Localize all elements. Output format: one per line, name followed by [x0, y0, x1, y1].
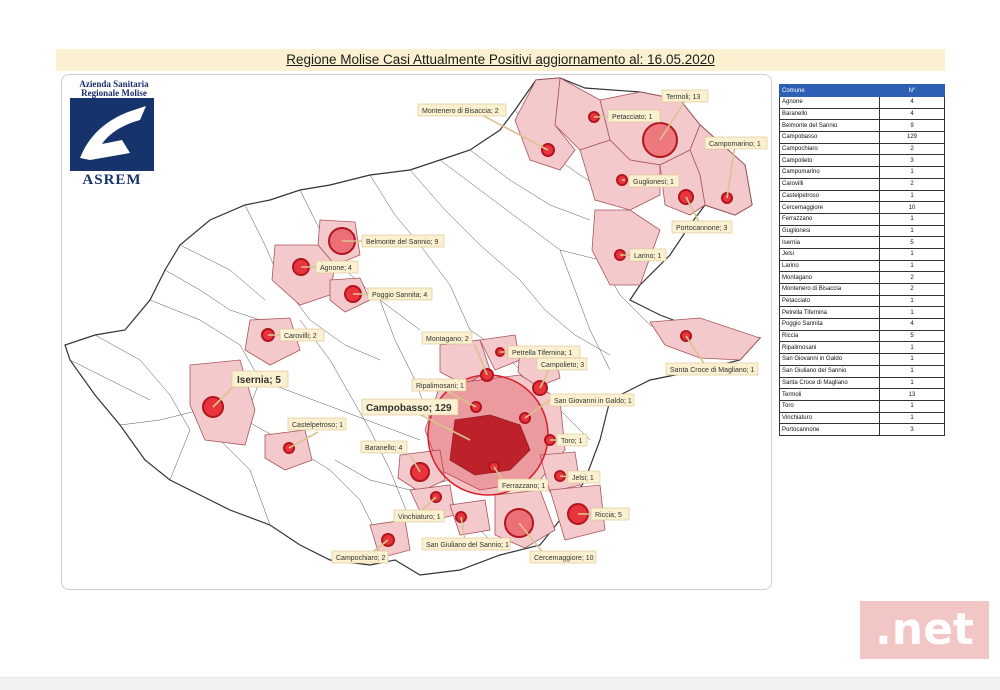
label-campomarino: Campomarino; 1: [709, 141, 761, 148]
cell-n: 13: [880, 389, 945, 401]
cell-comune: Cercemaggiore: [780, 202, 880, 214]
table-row: [780, 248, 945, 260]
table-row: [780, 377, 945, 389]
table-row: [780, 108, 945, 120]
cell-n: 129: [880, 132, 945, 144]
label-poggio: Poggio Sannita; 4: [372, 292, 428, 299]
label-sangiovanni: San Giovanni in Galdo; 1: [554, 398, 632, 405]
label-sangiuliano: San Giuliano del Sannio; 1: [426, 542, 509, 549]
page-bottom-edge: [0, 677, 1000, 690]
label-castelpetroso: Castelpetroso; 1: [292, 422, 343, 429]
col-header-n: N°: [880, 85, 945, 97]
table-row: [780, 167, 945, 179]
marker-campobasso-halo: [428, 375, 548, 495]
label-vinchiaturo: Vinchiaturo; 1: [398, 514, 441, 521]
table-row: [780, 424, 945, 436]
cell-n: 1: [880, 400, 945, 412]
label-baranello: Baranello; 4: [365, 445, 403, 452]
logo-org-line1: Azienda Sanitaria: [79, 79, 149, 89]
label-riccia: Riccia; 5: [595, 512, 622, 519]
cell-comune: Castelpetroso: [780, 190, 880, 202]
cell-n: 5: [880, 330, 945, 342]
cell-n: 9: [880, 120, 945, 132]
cell-comune: Baranello: [780, 108, 880, 120]
cell-comune: Termoli: [780, 389, 880, 401]
cell-comune: Larino: [780, 260, 880, 272]
cell-comune: Poggio Sannita: [780, 319, 880, 331]
cell-comune: Vinchiaturo: [780, 412, 880, 424]
cell-n: 1: [880, 342, 945, 354]
cell-comune: Campochiaro: [780, 143, 880, 155]
label-petacciato: Petacciato; 1: [612, 114, 653, 121]
label-jelsi: Jelsi; 1: [572, 475, 594, 482]
label-guglionesi: Guglionesi; 1: [633, 179, 674, 186]
cell-n: 1: [880, 354, 945, 366]
label-carovilli: Carovilli; 2: [284, 333, 317, 340]
cell-comune: Portocannone: [780, 424, 880, 436]
watermark: .net: [875, 604, 974, 655]
table-row: [780, 307, 945, 319]
label-campolieto: Campolieto; 3: [541, 362, 585, 369]
cell-comune: Montenero di Bisaccia: [780, 284, 880, 296]
cell-comune: Jelsi: [780, 248, 880, 260]
table-row: [780, 295, 945, 307]
table-row: [780, 178, 945, 190]
cell-n: 1: [880, 307, 945, 319]
cell-comune: Isernia: [780, 237, 880, 249]
label-cercemaggiore: Cercemaggiore; 10: [534, 555, 594, 562]
cell-n: 5: [880, 237, 945, 249]
cell-n: 1: [880, 167, 945, 179]
cell-comune: Campobasso: [780, 132, 880, 144]
logo-org-line2: Regionale Molise: [81, 88, 147, 98]
asrem-emblem-icon: [70, 98, 154, 171]
cell-n: 2: [880, 284, 945, 296]
table-row: [780, 155, 945, 167]
label-montagano: Montagano; 2: [426, 336, 469, 343]
asrem-logo: [66, 80, 158, 192]
table-body: [780, 97, 945, 436]
label-santacroce: Santa Croce di Magliano; 1: [670, 367, 755, 374]
table-header-row: [780, 85, 945, 97]
label-portocannone: Portocannone; 3: [676, 225, 728, 232]
cell-comune: Campomarino: [780, 167, 880, 179]
label-isernia: Isernia; 5: [237, 375, 281, 386]
cell-comune: Santa Croce di Magliano: [780, 377, 880, 389]
cell-n: 4: [880, 108, 945, 120]
table-row: [780, 97, 945, 109]
col-header-comune: Comune: [780, 85, 880, 97]
table-row: [780, 330, 945, 342]
cell-comune: Carovilli: [780, 178, 880, 190]
cell-comune: Agnone: [780, 97, 880, 109]
table-row: [780, 225, 945, 237]
table-row: [780, 237, 945, 249]
cell-comune: Montagano: [780, 272, 880, 284]
table-row: [780, 412, 945, 424]
label-larino: Larino; 1: [634, 253, 662, 260]
table-row: [780, 190, 945, 202]
cell-comune: Toro: [780, 400, 880, 412]
cell-n: 1: [880, 213, 945, 225]
cell-comune: Campolieto: [780, 155, 880, 167]
table-row: [780, 284, 945, 296]
label-petrella: Petrella Tifernina; 1: [512, 350, 573, 357]
cell-n: 3: [880, 424, 945, 436]
cell-comune: San Giuliano del Sannio: [780, 365, 880, 377]
cell-n: 1: [880, 248, 945, 260]
table-row: [780, 120, 945, 132]
cell-n: 2: [880, 272, 945, 284]
label-montenero: Montenero di Bisaccia; 2: [422, 108, 499, 115]
cell-n: 1: [880, 190, 945, 202]
table-row: [780, 260, 945, 272]
label-ripalimosani: Ripalimosani; 1: [416, 383, 464, 390]
table-row: [780, 213, 945, 225]
table-row: [780, 389, 945, 401]
table-row: [780, 272, 945, 284]
cell-n: 1: [880, 412, 945, 424]
table-row: [780, 319, 945, 331]
cell-n: 1: [880, 295, 945, 307]
cell-comune: Petacciato: [780, 295, 880, 307]
label-campochiaro: Campochiaro; 2: [336, 555, 386, 562]
cell-comune: Petrella Tifernina: [780, 307, 880, 319]
cell-comune: San Giovanni in Galdo: [780, 354, 880, 366]
label-ferrazzano: Ferrazzano; 1: [502, 483, 546, 490]
table-row: [780, 400, 945, 412]
cell-n: 1: [880, 225, 945, 237]
cell-n: 1: [880, 260, 945, 272]
label-belmonte: Belmonte del Sannio; 9: [366, 239, 439, 246]
table-row: [780, 354, 945, 366]
cell-comune: Ripalimosani: [780, 342, 880, 354]
page-title: Regione Molise Casi Attualmente Positivi aggiornamento al: 16.05.2020: [286, 52, 715, 67]
table-row: [780, 365, 945, 377]
table-row: [780, 143, 945, 155]
label-agnone: Agnone; 4: [320, 265, 352, 272]
table-row: [780, 202, 945, 214]
table-row: [780, 342, 945, 354]
cell-n: 1: [880, 365, 945, 377]
logo-name: ASREM: [82, 172, 142, 188]
cell-n: 2: [880, 143, 945, 155]
cell-n: 2: [880, 178, 945, 190]
cell-n: 3: [880, 155, 945, 167]
cell-n: 4: [880, 97, 945, 109]
cell-comune: Riccia: [780, 330, 880, 342]
cell-comune: Belmonte del Sannio: [780, 120, 880, 132]
cell-comune: Guglionesi: [780, 225, 880, 237]
label-toro: Toro; 1: [561, 438, 583, 445]
cell-comune: Ferrazzano: [780, 213, 880, 225]
label-campobasso: Campobasso; 129: [366, 403, 452, 414]
cell-n: 4: [880, 319, 945, 331]
label-termoli: Termoli; 13: [666, 94, 701, 101]
cell-n: 10: [880, 202, 945, 214]
cases-table: [779, 84, 945, 436]
cell-n: 1: [880, 377, 945, 389]
table-row: [780, 132, 945, 144]
